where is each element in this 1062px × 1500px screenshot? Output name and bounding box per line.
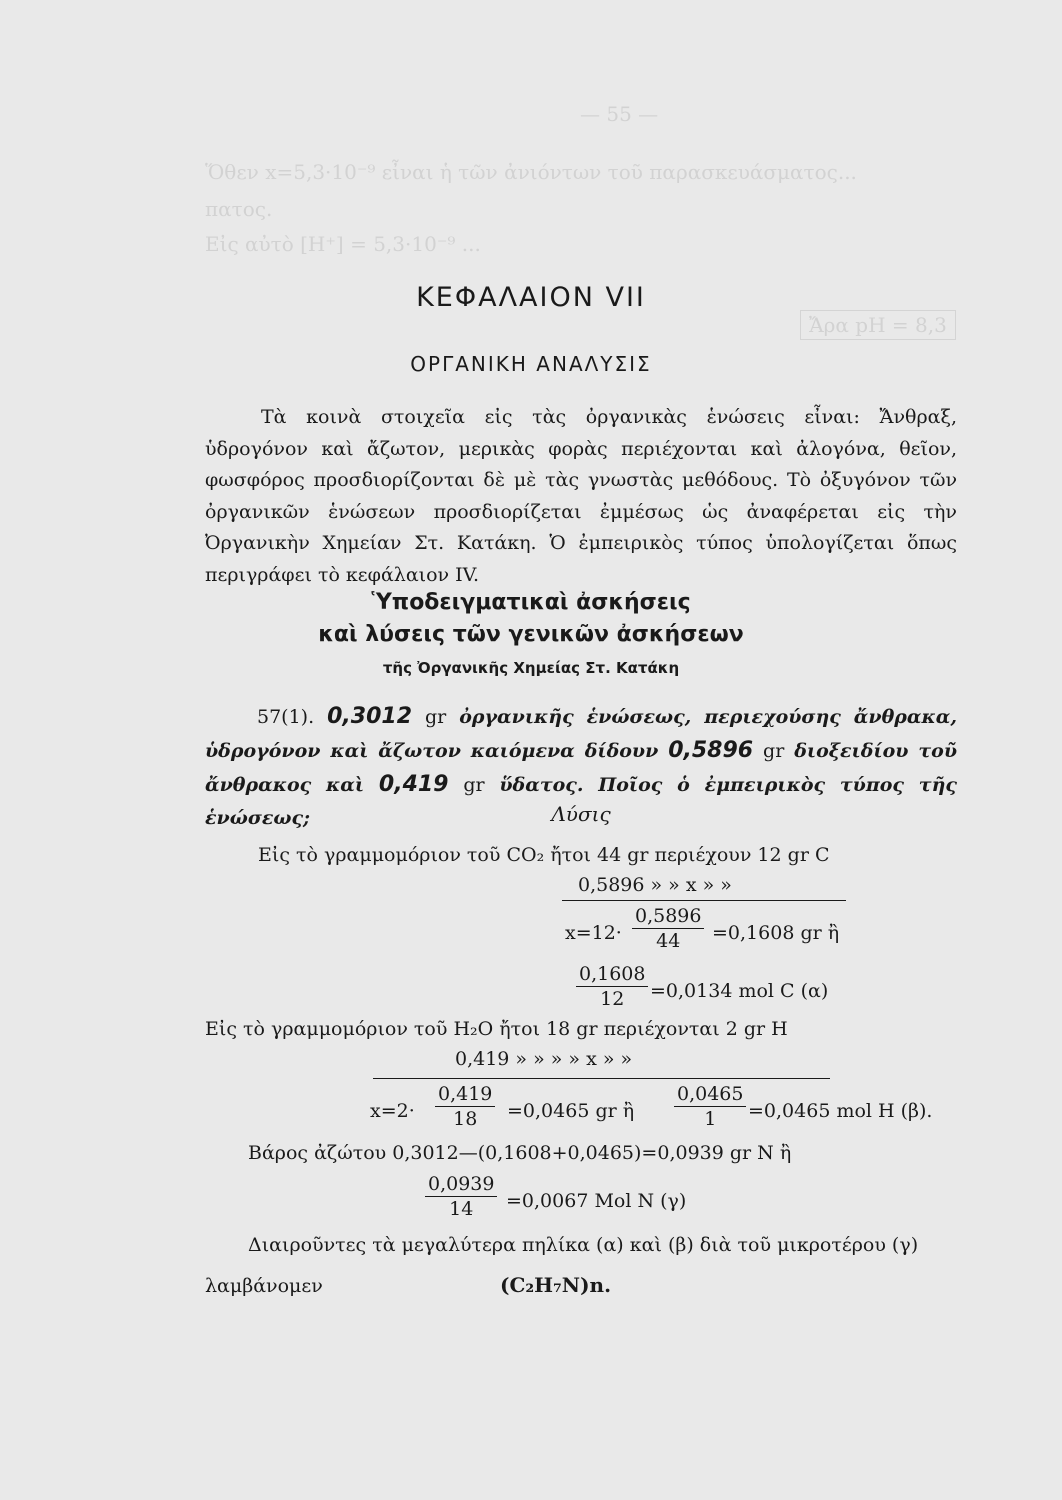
intro-paragraph: Τὰ κοινὰ στοιχεῖα εἰς τὰς ὀργανικὰς ἑνώσεις εἶναι: Ἄνθραξ, ὑδρογόνον καὶ ἄζωτον, μερικὰς φορὰς περιέχονται καὶ ἀλογόνα, θεῖον, φωσφόρος προσδιορίζονται δὲ μὲ τὰς γνωστὰς μεθόδους. Τὸ ὀξυγόνον τῶν ὀργανικῶν ἑνώσεων προσδιορίζεται ἐμμέσως ὡς ἀναφέρεται εἰς τὴν Ὀργανικὴν Χημείαν Στ. Κατάκη. Ὁ ἐμπειρικὸς τύπος ὑπολογίζεται ὅπως περιγράφει τὸ κεφάλαιον IV. xyxy=(205,406,957,586)
carbon-x-prefix: x=12· xyxy=(565,922,622,944)
carbon-rule xyxy=(562,900,846,901)
problem-mass-h2o: 0,419 xyxy=(378,772,449,797)
chapter-title: ΚΕΦΑΛΑΙΟΝ VII xyxy=(416,282,646,313)
empirical-formula: (C₂H₇N)n. xyxy=(500,1273,612,1297)
carbon-mol-result: =0,0134 mol C (α) xyxy=(650,980,829,1002)
carbon-mol-fraction: $\frac{0,1608}{12}$ xyxy=(576,962,648,1011)
ghost-line: πατος. xyxy=(205,197,273,221)
problem-mass-compound: 0,3012 xyxy=(327,704,413,729)
subheading-line-3: τῆς Ὀργανικῆς Χημείας Στ. Κατάκη xyxy=(382,659,680,677)
ghost-line: Ὅθεν x=5,3·10⁻⁹ εἶναι ἡ τῶν ἀνιόντων τοῦ παρασκευάσματος... xyxy=(205,160,857,184)
hydrogen-x-result: =0,0465 gr ἢ xyxy=(507,1100,635,1122)
problem-number: 57(1). xyxy=(257,706,315,728)
carbon-proportion: 0,5896 » » x » » xyxy=(578,874,732,896)
hydrogen-mol-result: =0,0465 mol H (β). xyxy=(748,1100,933,1122)
ghost-line: Εἰς αὐτὸ [H⁺] = 5,3·10⁻⁹ ... xyxy=(205,232,481,256)
solution-title: Λύσις xyxy=(551,802,611,826)
hydrogen-mol-fraction: $\frac{0,0465}{1}$ xyxy=(674,1082,746,1131)
carbon-x-result: =0,1608 gr ἢ xyxy=(712,922,840,944)
nitrogen-mol-result: =0,0067 Mol N (γ) xyxy=(506,1190,687,1212)
problem-mass-co2: 0,5896 xyxy=(668,738,754,763)
problem-statement: 57(1). 0,3012 gr ὀργανικῆς ἑνώσεως, περιεχούσης ἄνθρακα, ὑδρογόνον καὶ ἄζωτον καιόμενα δίδουν 0,5896 gr διοξειδίου τοῦ ἄνθρακος καὶ 0,419 gr ὕδατος. Ποῖος ὁ ἐμπειρικὸς τύπος τῆς ἑνώσεως; xyxy=(205,704,958,829)
carbon-x-fraction: $\frac{0,5896}{44}$ xyxy=(632,904,704,953)
nitrogen-weight: Βάρος ἀζώτου 0,3012—(0,1608+0,0465)=0,0939 gr N ἢ xyxy=(248,1142,792,1164)
section-title: ΟΡΓΑΝΙΚΗ ΑΝΑΛΥΣΙΣ xyxy=(410,352,652,376)
ghost-box: Ἄρα pH = 8,3 xyxy=(800,310,956,340)
conclusion-take: λαμβάνομεν xyxy=(205,1275,323,1297)
hydrogen-intro: Εἰς τὸ γραμμομόριον τοῦ H₂O ἤτοι 18 gr περιέχονται 2 gr H xyxy=(205,1018,788,1040)
hydrogen-rule xyxy=(373,1078,830,1079)
nitrogen-mol-fraction: $\frac{0,0939}{14}$ xyxy=(425,1172,497,1221)
hydrogen-proportion: 0,419 » » » » x » » xyxy=(455,1048,633,1070)
hydrogen-x-prefix: x=2· xyxy=(370,1100,415,1122)
conclusion-line: Διαιροῦντες τὰ μεγαλύτερα πηλίκα (α) καὶ (β) διὰ τοῦ μικροτέρου (γ) xyxy=(248,1234,919,1256)
carbon-intro: Εἰς τὸ γραμμομόριον τοῦ CO₂ ἤτοι 44 gr περιέχουν 12 gr C xyxy=(258,844,830,866)
subheading-line-2: καὶ λύσεις τῶν γενικῶν ἀσκήσεων xyxy=(318,622,744,647)
ghost-page-number: — 55 — xyxy=(580,102,659,126)
subheading-line-1: Ὑποδειγματικαὶ ἀσκήσεις xyxy=(371,590,691,615)
hydrogen-x-fraction: $\frac{0,419}{18}$ xyxy=(435,1082,495,1131)
